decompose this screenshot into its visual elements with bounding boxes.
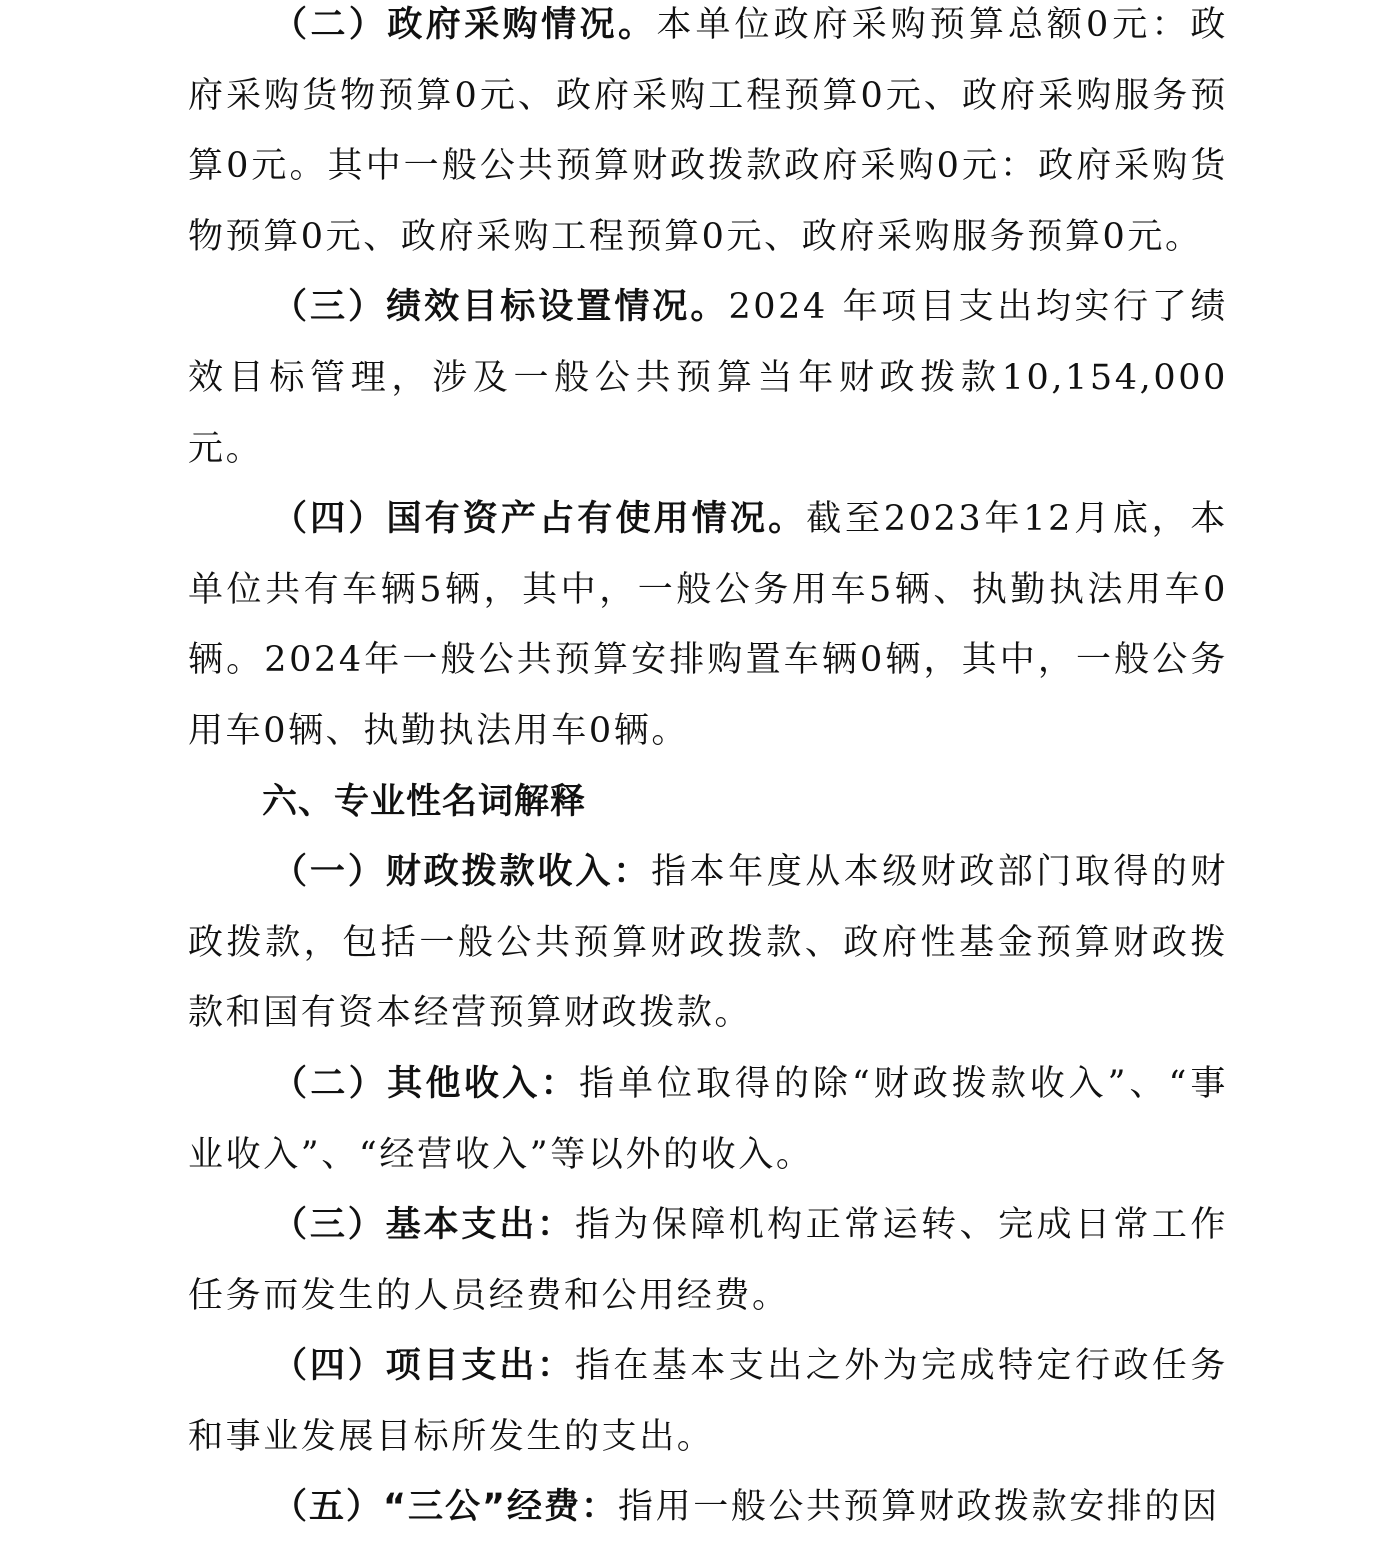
definition-text: 指在基本支出之外为完成特定行政任务和事业发展目标所发生的支出。 xyxy=(188,1346,1228,1457)
paragraph-state-assets xyxy=(188,484,1228,766)
section-heading: 六、专业性名词解释 xyxy=(262,781,587,822)
definition-fiscal-appropriation-income xyxy=(188,837,1228,1049)
definition-text: 指本年度从本级财政部门取得的财政拨款，包括一般公共预算财政拨款、政府性基金预算财政拨款和国有资本经营预算财政拨款。 xyxy=(188,852,1228,1034)
document-page xyxy=(188,0,1228,1543)
definition-term: （二）其他收入： xyxy=(272,1063,580,1104)
definition-basic-expenditure xyxy=(188,1190,1228,1331)
paragraph-text: 本单位政府采购预算总额0元：政府采购货物预算0元、政府采购工程预算0元、政府采购服务预算0元。其中一般公共预算财政拨款政府采购0元：政府采购货物预算0元、政府采购工程预算0元、政府采购服务预算0元。 xyxy=(188,5,1228,257)
definition-project-expenditure xyxy=(188,1331,1228,1472)
definition-other-income xyxy=(188,1049,1228,1190)
paragraph-lead: （四）国有资产占有使用情况。 xyxy=(272,499,807,540)
paragraph-performance-targets xyxy=(188,272,1228,484)
paragraph-lead: （二）政府采购情况。 xyxy=(272,5,657,45)
definition-term: （五）“三公”经费： xyxy=(272,1487,619,1528)
definition-text: 指用一般公共预算财政拨款安排的因 xyxy=(618,1487,1220,1528)
paragraph-lead: （三）绩效目标设置情况。 xyxy=(272,287,729,328)
definition-text: 指单位取得的除“财政拨款收入”、“事业收入”、“经营收入”等以外的收入。 xyxy=(188,1063,1228,1175)
definition-term: （四）项目支出： xyxy=(272,1346,575,1387)
definition-term: （三）基本支出： xyxy=(272,1205,575,1246)
paragraph-government-procurement xyxy=(188,0,1228,272)
definition-term: （一）财政拨款收入： xyxy=(272,852,652,893)
paragraph-text: 2024 年项目支出均实行了绩效目标管理，涉及一般公共预算当年财政拨款10,154,000元。 xyxy=(188,287,1228,469)
definition-three-public-expenses xyxy=(188,1472,1228,1543)
definition-text: 指为保障机构正常运转、完成日常工作任务而发生的人员经费和公用经费。 xyxy=(188,1205,1228,1316)
paragraph-text: 截至2023年12月底，本单位共有车辆5辆，其中，一般公务用车5辆、执勤执法用车0辆。2024年一般公共预算安排购置车辆0辆，其中，一般公务用车0辆、执勤执法用车0辆。 xyxy=(188,499,1228,751)
